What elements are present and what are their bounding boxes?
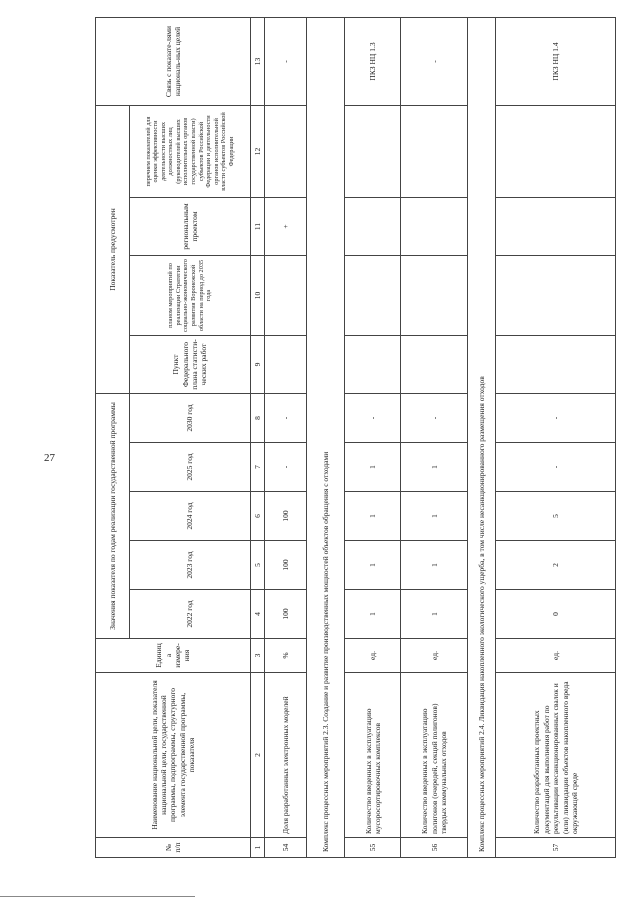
row-unit: % bbox=[265, 639, 307, 673]
section-title: Комплекс процессных мероприятий 2.4. Ликвидация накопленного экологического ущерба, в том числе несанкционированного размещения отходов bbox=[468, 17, 496, 857]
row-value: 1 bbox=[345, 443, 401, 492]
row-link: - bbox=[401, 17, 468, 105]
section-row bbox=[468, 17, 496, 857]
table-row bbox=[345, 17, 401, 857]
row-value: 1 bbox=[401, 590, 468, 639]
row-efficiency bbox=[401, 105, 468, 197]
row-unit: ед. bbox=[401, 639, 468, 673]
row-value: 1 bbox=[345, 492, 401, 541]
row-value: 1 bbox=[401, 443, 468, 492]
section-row bbox=[307, 17, 345, 857]
table-row bbox=[401, 17, 468, 857]
header-year: 2022 год bbox=[130, 590, 251, 639]
row-federal bbox=[496, 336, 616, 394]
header-year: 2023 год bbox=[130, 541, 251, 590]
section-title: Комплекс процессных мероприятий 2.3. Создание и развитие производственных мощностей объектов обращения с отходами bbox=[307, 17, 345, 857]
row-strategy bbox=[265, 256, 307, 336]
table-row bbox=[496, 17, 616, 857]
header-num: № п/п bbox=[96, 838, 251, 858]
footer-divider bbox=[0, 896, 195, 897]
col-number: 1 bbox=[251, 838, 265, 858]
row-unit: ед. bbox=[496, 639, 616, 673]
col-number: 13 bbox=[251, 17, 265, 105]
row-value: - bbox=[496, 443, 616, 492]
row-link: - bbox=[265, 17, 307, 105]
header-year: 2025 год bbox=[130, 443, 251, 492]
header-link: Связь с показате-лями националь-ных целей bbox=[96, 17, 251, 105]
row-value: - bbox=[401, 394, 468, 443]
row-regional: + bbox=[265, 198, 307, 256]
row-num: 55 bbox=[345, 838, 401, 858]
row-value: 100 bbox=[265, 590, 307, 639]
row-name: Доля разработанных электронных моделей bbox=[265, 673, 307, 838]
row-value: 2 bbox=[496, 541, 616, 590]
row-num: 57 bbox=[496, 838, 616, 858]
table-row bbox=[265, 17, 307, 857]
row-link: ПКЗ НЦ 1.4 bbox=[496, 17, 616, 105]
row-value: - bbox=[265, 394, 307, 443]
row-name: Количество введенных в эксплуатацию полигонов (очередей, секций полигонов) твердых коммунальных отходов bbox=[401, 673, 468, 838]
row-value: 100 bbox=[265, 492, 307, 541]
row-efficiency bbox=[496, 105, 616, 197]
indicators-table bbox=[95, 17, 616, 858]
header-src-regional: региональным проектом bbox=[130, 198, 251, 256]
row-federal bbox=[265, 336, 307, 394]
row-value: 0 bbox=[496, 590, 616, 639]
row-value: - bbox=[496, 394, 616, 443]
row-num: 56 bbox=[401, 838, 468, 858]
header-year: 2024 год bbox=[130, 492, 251, 541]
row-value: 100 bbox=[265, 541, 307, 590]
row-strategy bbox=[496, 256, 616, 336]
column-numbers-row bbox=[251, 17, 265, 857]
row-unit: ед. bbox=[345, 639, 401, 673]
col-number: 3 bbox=[251, 639, 265, 673]
row-value: - bbox=[345, 394, 401, 443]
header-src-federal: Пункт Федерального плана статисти-ческих работ bbox=[130, 336, 251, 394]
row-regional bbox=[496, 198, 616, 256]
col-number: 4 bbox=[251, 590, 265, 639]
row-federal bbox=[345, 336, 401, 394]
col-number: 11 bbox=[251, 198, 265, 256]
page-number: 27 bbox=[44, 452, 55, 464]
col-number: 6 bbox=[251, 492, 265, 541]
header-row-1 bbox=[96, 17, 130, 857]
col-number: 8 bbox=[251, 394, 265, 443]
row-value: 1 bbox=[401, 492, 468, 541]
row-strategy bbox=[345, 256, 401, 336]
row-value: 5 bbox=[496, 492, 616, 541]
row-regional bbox=[345, 198, 401, 256]
header-name: Наименование национальной цели, показателя национальной цели, государственной программы, подпрограммы, структурного элемента государственной программы, показателя bbox=[96, 673, 251, 838]
row-efficiency bbox=[345, 105, 401, 197]
header-unit: Единица измере-ния bbox=[96, 639, 251, 673]
row-federal bbox=[401, 336, 468, 394]
row-efficiency bbox=[265, 105, 307, 197]
col-number: 10 bbox=[251, 256, 265, 336]
row-link: ПКЗ НЦ 1.3 bbox=[345, 17, 401, 105]
row-value: 1 bbox=[345, 541, 401, 590]
header-src-strategy: планом мероприятий по реализации Стратегии социально-экономического развития Воронежской области на период до 2035 года bbox=[130, 256, 251, 336]
header-values-group: Значения показателя по годам реализации государственной программы bbox=[96, 394, 130, 639]
col-number: 5 bbox=[251, 541, 265, 590]
row-value: 1 bbox=[345, 590, 401, 639]
row-strategy bbox=[401, 256, 468, 336]
row-name: Количество введенных в эксплуатацию мусоросортировочных комплексов bbox=[345, 673, 401, 838]
header-year: 2030 год bbox=[130, 394, 251, 443]
col-number: 2 bbox=[251, 673, 265, 838]
col-number: 9 bbox=[251, 336, 265, 394]
col-number: 12 bbox=[251, 105, 265, 197]
row-name: Количество разработанных проектных документаций для выполнения работ по рекультивации несанкционированных свалок и (или) ликвидации объектов накопленного вреда окружающей среде bbox=[496, 673, 616, 838]
row-num: 54 bbox=[265, 838, 307, 858]
row-value: - bbox=[265, 443, 307, 492]
col-number: 7 bbox=[251, 443, 265, 492]
rotated-table-page bbox=[95, 25, 630, 858]
row-value: 1 bbox=[401, 541, 468, 590]
row-regional bbox=[401, 198, 468, 256]
header-src-efficiency: перечнем показателей для оценки эффективности деятельности высших должностных лиц (руководителей высших исполнительных органов государственной власти) субъектов Российской Федерации и деятельности органов исполнительной власти субъектов Российской Федерации bbox=[130, 105, 251, 197]
header-source-group: Показатель предусмотрен bbox=[96, 105, 130, 393]
